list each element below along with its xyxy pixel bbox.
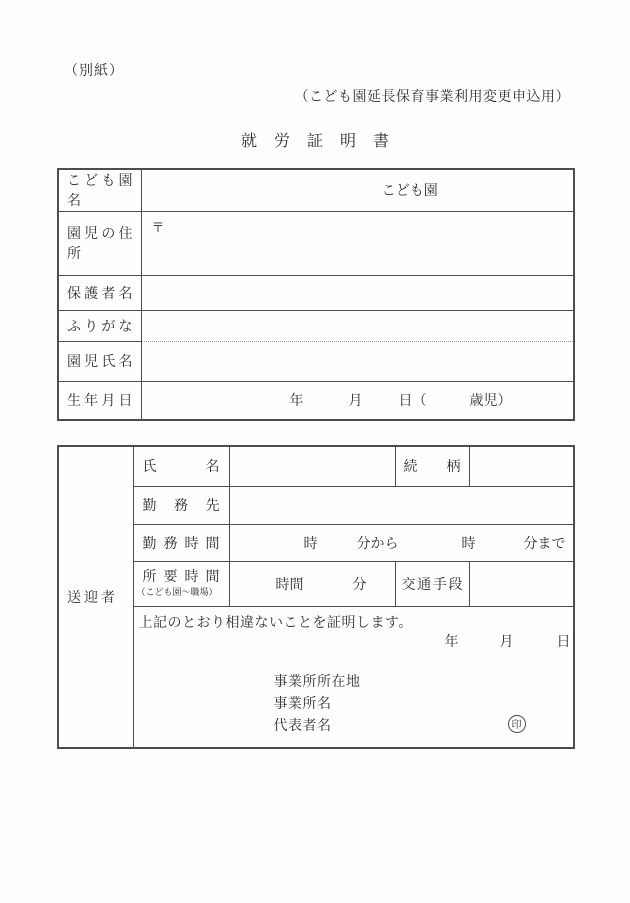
escort-group-label: 送迎者 — [58, 446, 133, 748]
birth-date-field — [141, 381, 574, 420]
table-row — [58, 310, 574, 341]
table-row — [58, 211, 574, 275]
birth-year-unit: 年 — [289, 394, 304, 410]
table-row — [58, 561, 574, 606]
garden-name-field: こども園 — [141, 169, 574, 211]
work-hours-minute-to-unit: 分まで — [523, 536, 566, 552]
work-hours-hour-from-unit: 時 — [303, 536, 318, 552]
form-purpose-note: （こども園延長保育事業利用変更申込用） — [294, 90, 570, 105]
child-address-field — [141, 211, 574, 275]
work-hours-hour-to-unit: 時 — [461, 536, 476, 552]
furigana-field — [141, 310, 574, 341]
table-row — [58, 606, 574, 748]
office-address-label: 事業所所在地 — [273, 674, 361, 690]
child-info-table — [57, 168, 575, 421]
workplace-field — [229, 486, 574, 524]
work-hours-label: 勤務時間 — [133, 524, 229, 561]
page-title: 就労証明書 — [240, 133, 406, 150]
child-name-field — [141, 341, 574, 381]
travel-time-label — [133, 561, 229, 606]
cert-year-unit: 年 — [444, 634, 459, 650]
table-row — [58, 275, 574, 310]
travel-minutes-unit: 分 — [352, 577, 367, 593]
seal-mark-icon: 印 — [508, 715, 526, 733]
table-row — [58, 381, 574, 420]
attachment-note: （別紙） — [64, 64, 124, 79]
guardian-name-label: 保護者名 — [58, 275, 141, 310]
child-address-label: 園児の住所 — [58, 211, 141, 275]
travel-time-note: （こども園〜職場） — [136, 587, 218, 597]
certification-statement: 上記のとおり相違ないことを証明します。 — [138, 615, 413, 631]
office-name-label: 事業所名 — [273, 696, 332, 712]
table-row — [58, 446, 574, 486]
birth-day-unit: 日（ — [398, 394, 427, 410]
transport-label: 交通手段 — [395, 561, 469, 606]
travel-time-label-text: 所要時間 — [142, 570, 220, 585]
table-row — [58, 524, 574, 561]
work-hours-minute-from-unit: 分から — [356, 536, 399, 552]
child-name-label: 園児氏名 — [58, 341, 141, 381]
furigana-label: ふりがな — [58, 310, 141, 341]
guardian-name-field — [141, 275, 574, 310]
table-row — [58, 486, 574, 524]
relation-field — [469, 446, 574, 486]
garden-name-label: こども園名 — [58, 169, 141, 211]
birth-date-label: 生年月日 — [58, 381, 141, 420]
cert-day-unit: 日 — [556, 634, 571, 650]
escort-info-table — [57, 445, 575, 749]
representative-label: 代表者名 — [273, 718, 332, 734]
travel-hours-unit: 時間 — [275, 577, 304, 593]
postal-mark: 〒 — [151, 219, 165, 235]
table-row — [58, 341, 574, 381]
transport-field — [469, 561, 574, 606]
birth-age-unit: 歳児） — [469, 394, 512, 410]
escort-name-field — [229, 446, 395, 486]
birth-month-unit: 月 — [348, 394, 363, 410]
relation-label: 続柄 — [395, 446, 469, 486]
escort-name-label: 氏名 — [133, 446, 229, 486]
cert-month-unit: 月 — [499, 634, 514, 650]
workplace-label: 勤務先 — [133, 486, 229, 524]
table-row — [58, 169, 574, 211]
travel-time-field — [229, 561, 395, 606]
work-hours-field — [229, 524, 574, 561]
certification-section — [133, 606, 574, 748]
